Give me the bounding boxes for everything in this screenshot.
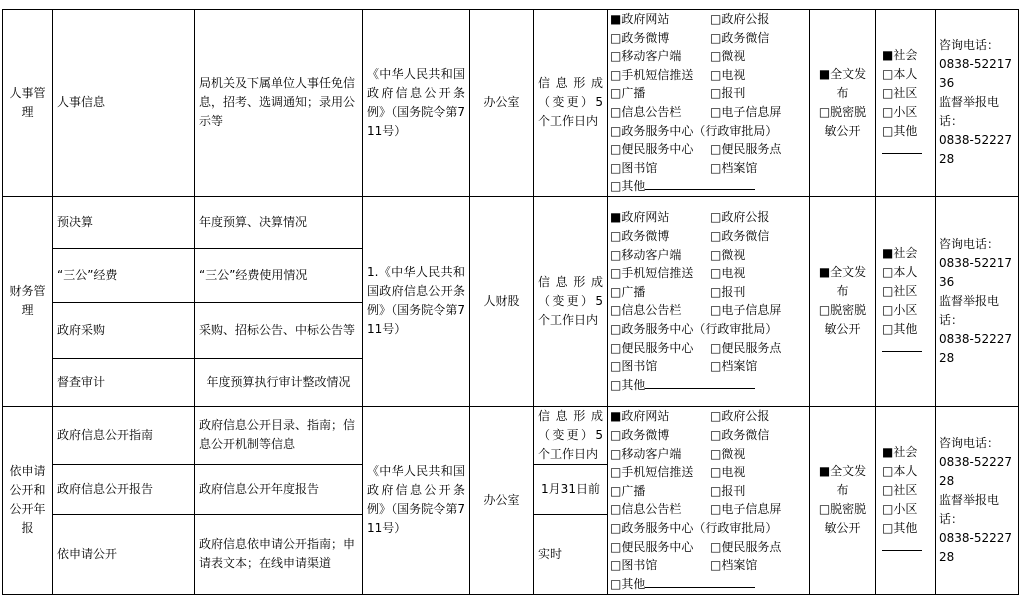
basis-cell: 《中华人民共和国政府信息公开条例》（国务院令第711号） <box>363 10 470 197</box>
consult-phone: 0838-5221736 <box>939 57 1013 91</box>
channel-option[interactable]: □政务微博 <box>610 229 670 244</box>
channel-list <box>610 10 807 196</box>
object-option[interactable]: □社区 <box>882 85 918 100</box>
channel-option[interactable]: □政务微信 <box>710 30 770 45</box>
object-option[interactable]: □本人 <box>882 464 918 479</box>
category-cell: 依申请公开和公开年报 <box>3 406 53 594</box>
basis-cell: 《中华人民共和国政府信息公开条例》（国务院令第711号） <box>363 406 470 594</box>
channel-option[interactable]: □信息公告栏 <box>610 303 682 318</box>
channel-option[interactable]: □图书馆 <box>610 160 658 175</box>
form-option[interactable]: ■全文发布 <box>818 265 867 299</box>
channels-cell <box>608 10 810 197</box>
contact-cell: 咨询电话： 0838-5222728 监督举报电话： 0838-5222728 <box>936 406 1019 594</box>
content-cell: 政府信息公开目录、指南；信息公开机制等信息 <box>195 406 363 464</box>
basis-cell: 1.《中华人民共和国政府信息公开条例》（国务院令第711号） <box>363 196 470 406</box>
channel-option[interactable]: □政务微信 <box>710 428 770 443</box>
object-option[interactable]: ■社会 <box>882 47 918 62</box>
channel-option[interactable]: □图书馆 <box>610 558 658 573</box>
channel-option[interactable]: □广播 <box>610 483 646 498</box>
channel-option[interactable]: □微视 <box>710 446 746 461</box>
channel-option[interactable]: □档案馆 <box>710 160 758 175</box>
item-cell: 政府采购 <box>53 302 195 358</box>
channel-option[interactable]: ■政府网站 <box>610 12 670 26</box>
channel-list <box>610 208 807 394</box>
channel-option[interactable]: □电子信息屏 <box>710 303 782 318</box>
object-option[interactable]: □小区 <box>882 303 918 318</box>
object-option[interactable]: □小区 <box>882 502 918 517</box>
channel-option[interactable]: □手机短信推送 <box>610 266 694 281</box>
content-cell: 局机关及下属单位人事任免信息，招考、选调通知；录用公示等 <box>195 10 363 197</box>
form-cell <box>810 10 876 197</box>
item-cell: 依申请公开 <box>53 514 195 594</box>
channel-option[interactable]: □便民服务中心 <box>610 539 694 554</box>
channel-option[interactable]: □政府公报 <box>710 409 770 424</box>
channel-option[interactable]: □档案馆 <box>710 558 758 573</box>
contact-cell: 咨询电话： 0838-5221736 监督举报电话： 0838-5222728 <box>936 196 1019 406</box>
channel-option[interactable]: □便民服务点 <box>710 539 782 554</box>
item-cell: “三公”经费 <box>53 248 195 302</box>
content-cell: 政府信息公开年度报告 <box>195 464 363 514</box>
object-cell <box>876 196 936 406</box>
item-cell: 政府信息公开报告 <box>53 464 195 514</box>
other-underline <box>645 376 755 389</box>
time-cell: 实时 <box>534 514 608 594</box>
channel-option[interactable]: □其他 <box>610 179 646 194</box>
time-cell: 1月31日前 <box>534 464 608 514</box>
form-cell <box>810 406 876 594</box>
channel-option[interactable]: □政务服务中心（行政审批局） <box>610 521 778 536</box>
channel-option[interactable]: □图书馆 <box>610 359 658 374</box>
channel-option[interactable]: □电视 <box>710 266 746 281</box>
table-row-disclosure <box>3 406 1019 464</box>
report-phone: 0838-5222728 <box>939 331 1013 365</box>
table-row-finance <box>3 196 1019 248</box>
channels-cell <box>608 196 810 406</box>
form-option[interactable]: ■全文发布 <box>818 66 867 100</box>
channel-option[interactable]: □电子信息屏 <box>710 104 782 119</box>
consult-phone: 0838-5222728 <box>939 454 1013 488</box>
form-cell <box>810 196 876 406</box>
channel-option[interactable]: □其他 <box>610 377 646 392</box>
channel-option[interactable]: ■政府网站 <box>610 210 670 225</box>
consult-phone: 0838-5221736 <box>939 255 1013 289</box>
channel-option[interactable]: □政府公报 <box>710 210 770 225</box>
object-option[interactable]: □本人 <box>882 265 918 280</box>
object-option[interactable]: □其他 <box>882 322 918 337</box>
other-underline <box>645 575 755 588</box>
form-option[interactable]: □脱密脱敏公开 <box>818 104 867 138</box>
channel-option[interactable]: □报刊 <box>710 483 746 498</box>
object-cell <box>876 406 936 594</box>
channel-option[interactable]: □档案馆 <box>710 359 758 374</box>
channel-option[interactable]: □报刊 <box>710 284 746 299</box>
item-cell: 督查审计 <box>53 358 195 406</box>
other-underline <box>645 177 755 190</box>
channel-option[interactable]: ■政府网站 <box>610 409 670 424</box>
object-option[interactable]: □小区 <box>882 104 918 119</box>
object-option[interactable]: □本人 <box>882 66 918 81</box>
channel-option[interactable]: □移动客户端 <box>610 247 682 262</box>
other-underline <box>882 538 922 551</box>
object-option[interactable]: □其他 <box>882 521 918 536</box>
report-phone: 0838-5222728 <box>939 530 1013 564</box>
form-option[interactable]: □脱密脱敏公开 <box>818 502 867 536</box>
time-cell: 信息形成（变更）5个工作日内 <box>534 10 608 197</box>
channel-option[interactable]: □广播 <box>610 284 646 299</box>
other-underline <box>882 339 922 352</box>
channel-option[interactable]: □微视 <box>710 247 746 262</box>
contact-cell: 咨询电话： 0838-5221736 监督举报电话： 0838-5222728 <box>936 10 1019 197</box>
form-option[interactable]: □脱密脱敏公开 <box>818 303 867 337</box>
dept-cell: 办公室 <box>470 10 534 197</box>
channel-option[interactable]: □电视 <box>710 67 746 82</box>
channel-option[interactable]: □信息公告栏 <box>610 104 682 119</box>
channel-option[interactable]: □微视 <box>710 49 746 64</box>
channel-option[interactable]: □报刊 <box>710 86 746 101</box>
category-cell: 财务管理 <box>3 196 53 406</box>
channel-option[interactable]: □政务服务中心（行政审批局） <box>610 322 778 337</box>
object-option[interactable]: □其他 <box>882 123 918 138</box>
content-cell: 政府信息依申请公开指南；申请表文本；在线申请渠道 <box>195 514 363 594</box>
channel-list <box>610 407 807 593</box>
channel-option[interactable]: □政务服务中心（行政审批局） <box>610 123 778 138</box>
channel-option[interactable]: □政府公报 <box>710 12 770 26</box>
channel-option[interactable]: □政务微博 <box>610 30 670 45</box>
channel-option[interactable]: □移动客户端 <box>610 49 682 64</box>
report-phone: 0838-5222728 <box>939 133 1013 167</box>
dept-cell: 人财股 <box>470 196 534 406</box>
content-cell: 采购、招标公告、中标公告等 <box>195 302 363 358</box>
channel-option[interactable]: □移动客户端 <box>610 446 682 461</box>
channel-option[interactable]: □电视 <box>710 465 746 480</box>
item-cell: 人事信息 <box>53 10 195 197</box>
channel-option[interactable]: □信息公告栏 <box>610 502 682 517</box>
object-option[interactable]: ■社会 <box>882 246 918 261</box>
object-option[interactable]: □社区 <box>882 284 918 299</box>
channel-option[interactable]: □便民服务中心 <box>610 142 694 157</box>
time-cell: 信息形成（变更）5个工作日内 <box>534 406 608 464</box>
item-cell: 政府信息公开指南 <box>53 406 195 464</box>
channel-option[interactable]: □其他 <box>610 576 646 591</box>
category-cell: 人事管理 <box>3 10 53 197</box>
disclosure-table <box>2 9 1019 595</box>
dept-cell: 办公室 <box>470 406 534 594</box>
time-cell: 信息形成（变更）5个工作日内 <box>534 196 608 406</box>
channel-option[interactable]: □政务微信 <box>710 229 770 244</box>
object-cell <box>876 10 936 197</box>
table-row-hr <box>3 10 1019 197</box>
channel-option[interactable]: □便民服务点 <box>710 142 782 157</box>
channel-option[interactable]: □广播 <box>610 86 646 101</box>
channels-cell <box>608 406 810 594</box>
object-option[interactable]: ■社会 <box>882 445 918 460</box>
form-option[interactable]: ■全文发布 <box>818 464 867 498</box>
channel-option[interactable]: □手机短信推送 <box>610 67 694 82</box>
item-cell: 预决算 <box>53 196 195 248</box>
other-underline <box>882 141 922 154</box>
object-option[interactable]: □社区 <box>882 483 918 498</box>
content-cell: 年度预算、决算情况 <box>195 196 363 248</box>
channel-option[interactable]: □电子信息屏 <box>710 502 782 517</box>
content-cell: 年度预算执行审计整改情况 <box>195 358 363 406</box>
channel-option[interactable]: □便民服务点 <box>710 340 782 355</box>
channel-option[interactable]: □便民服务中心 <box>610 340 694 355</box>
content-cell: “三公”经费使用情况 <box>195 248 363 302</box>
channel-option[interactable]: □手机短信推送 <box>610 465 694 480</box>
channel-option[interactable]: □政务微博 <box>610 428 670 443</box>
